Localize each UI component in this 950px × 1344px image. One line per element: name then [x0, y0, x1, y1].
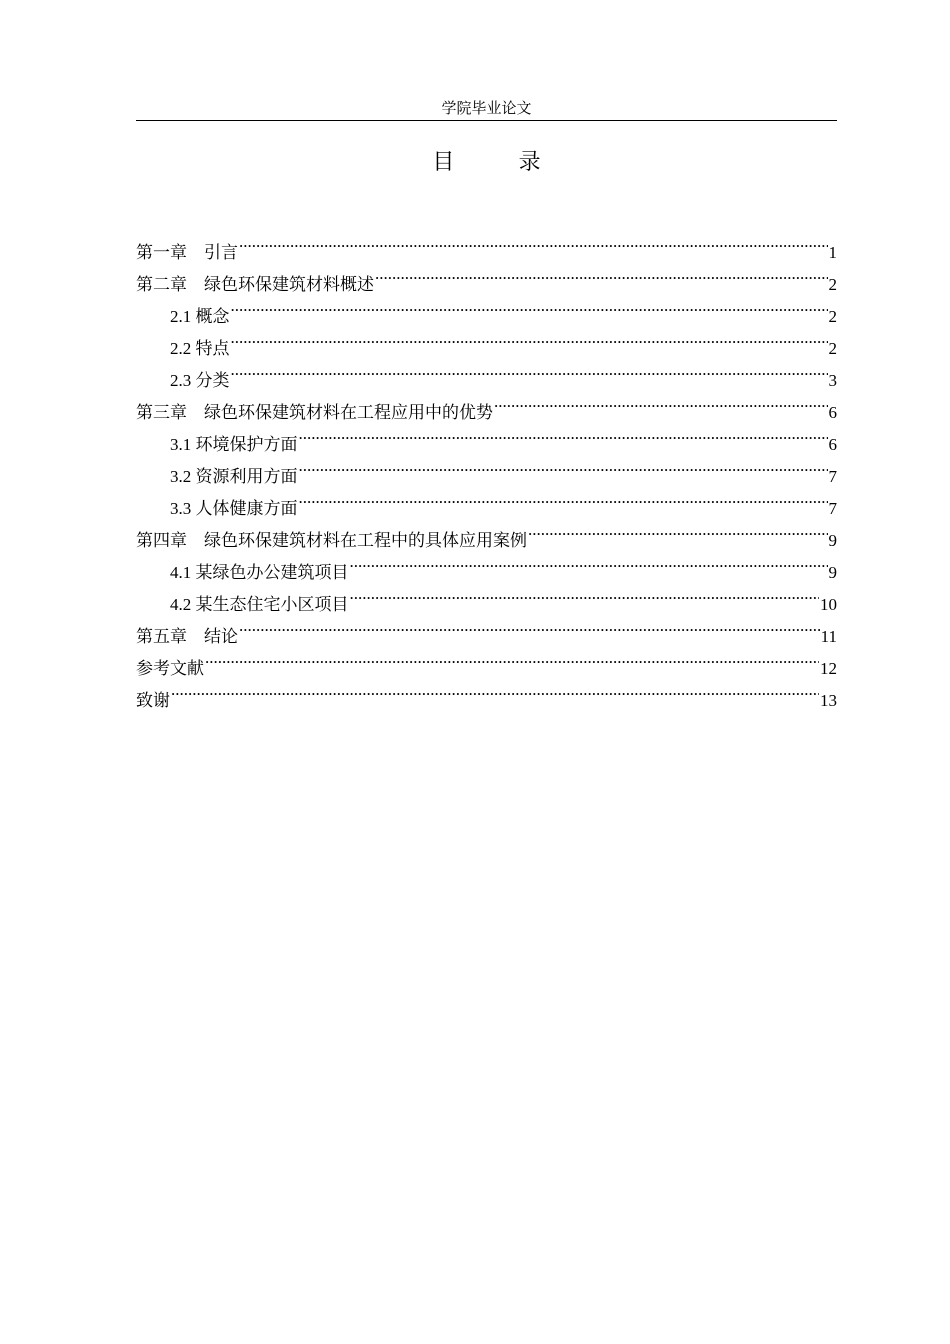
toc-dot-leader: [231, 354, 828, 386]
toc-entry[interactable]: [136, 258, 837, 294]
toc-entry-label: 2.2 特点: [170, 339, 230, 358]
toc-entry[interactable]: [136, 226, 837, 262]
toc-dot-leader: [231, 290, 828, 322]
toc-entry-page: 13: [820, 691, 837, 710]
toc-entry-label: 第二章 绿色环保建筑材料概述: [136, 275, 374, 294]
toc-entry-label: 4.1 某绿色办公建筑项目: [170, 563, 349, 582]
toc-entry-label: 2.3 分类: [170, 371, 230, 390]
toc-entry-page: 1: [828, 243, 837, 262]
toc-entry-page: 6: [828, 403, 837, 422]
running-header: 学院毕业论文: [441, 101, 532, 117]
table-of-contents: [136, 226, 837, 710]
toc-dot-leader: [239, 610, 820, 642]
toc-entry-page: 2: [828, 307, 837, 326]
toc-entry-page: 2: [828, 339, 837, 358]
toc-entry-label: 第三章 绿色环保建筑材料在工程应用中的优势: [136, 403, 493, 422]
toc-entry-label: 第一章 引言: [136, 243, 238, 262]
toc-title: 目 录: [432, 150, 570, 175]
toc-entry[interactable]: [136, 642, 837, 678]
toc-entry-label: 3.1 环境保护方面: [170, 435, 298, 454]
toc-dot-leader: [375, 258, 828, 290]
toc-dot-leader: [350, 546, 828, 578]
toc-dot-leader: [350, 578, 820, 610]
toc-entry[interactable]: [136, 354, 837, 390]
toc-entry-page: 6: [828, 435, 837, 454]
toc-dot-leader: [239, 226, 828, 258]
toc-entry-page: 7: [828, 499, 837, 518]
toc-entry-page: 11: [820, 627, 837, 646]
toc-entry-page: 12: [820, 659, 837, 678]
toc-dot-leader: [528, 514, 828, 546]
toc-entry-page: 7: [828, 467, 837, 486]
toc-dot-leader: [494, 386, 828, 418]
toc-entry-page: 9: [828, 563, 837, 582]
toc-entry-page: 3: [828, 371, 837, 390]
toc-entry-page: 2: [828, 275, 837, 294]
toc-entry-label: 2.1 概念: [170, 307, 230, 326]
toc-dot-leader: [231, 322, 828, 354]
toc-entry[interactable]: [136, 386, 837, 422]
toc-entry[interactable]: [136, 610, 837, 646]
toc-entry-label: 4.2 某生态住宅小区项目: [170, 595, 349, 614]
toc-entry-page: 10: [820, 595, 837, 614]
toc-dot-leader: [205, 642, 819, 674]
toc-dot-leader: [299, 450, 828, 482]
toc-entry-label: 致谢: [136, 691, 170, 710]
toc-entry-label: 3.3 人体健康方面: [170, 499, 298, 518]
toc-dot-leader: [299, 418, 828, 450]
toc-entry[interactable]: [136, 674, 837, 710]
header-rule: [136, 120, 837, 121]
toc-entry-label: 3.2 资源利用方面: [170, 467, 298, 486]
toc-entry-page: 9: [828, 531, 837, 550]
toc-entry-label: 第四章 绿色环保建筑材料在工程中的具体应用案例: [136, 531, 527, 550]
toc-dot-leader: [299, 482, 828, 514]
toc-dot-leader: [171, 674, 819, 706]
toc-entry-label: 第五章 结论: [136, 627, 238, 646]
toc-entry-label: 参考文献: [136, 659, 204, 678]
toc-entry[interactable]: [136, 322, 837, 358]
toc-entry[interactable]: [136, 290, 837, 326]
